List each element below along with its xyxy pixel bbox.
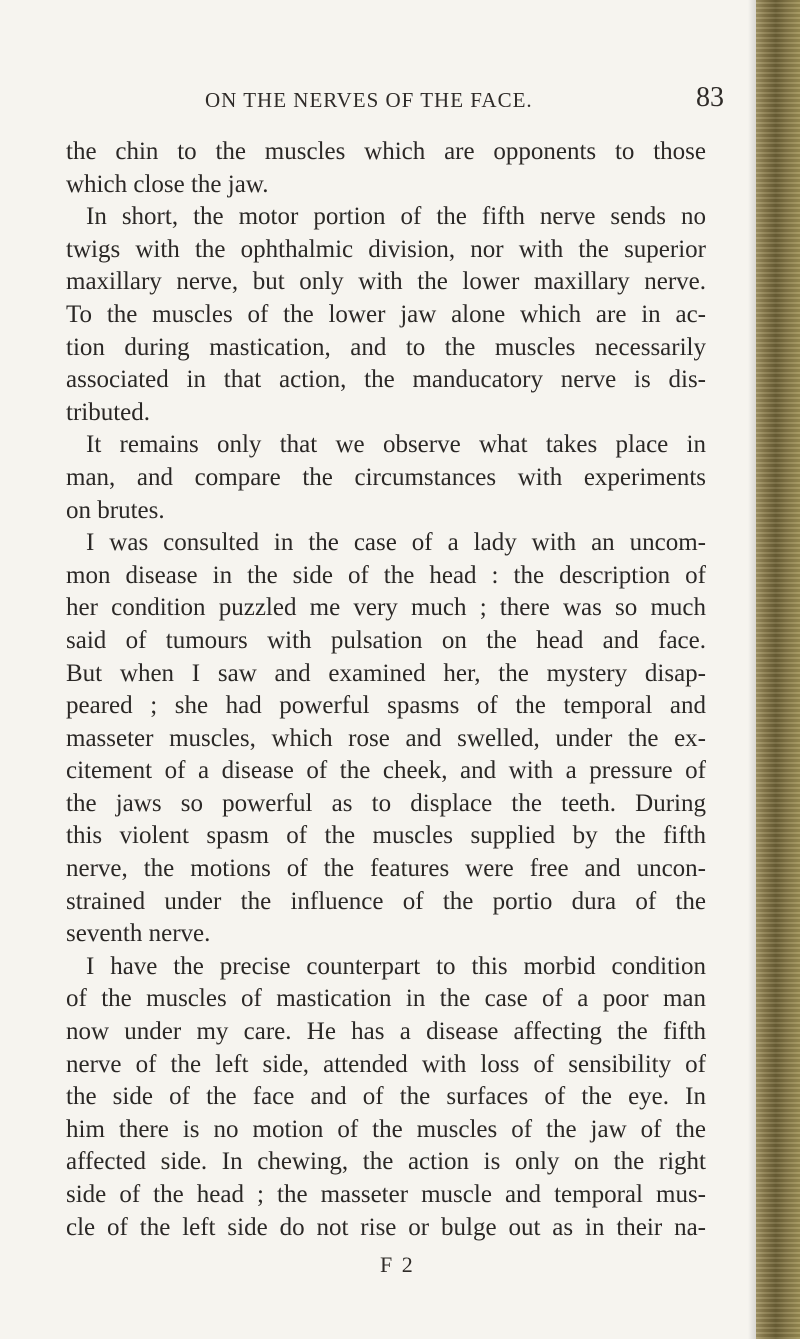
text-line: side of the head ; the masseter muscle and temporal mus- [66,1181,706,1208]
text-line: this violent spasm of the muscles supplied by the fifth [66,822,706,850]
text-line: the side of the face and of the surfaces of the eye. In [66,1083,706,1111]
text-line: strained under the influence of the portio dura of the [66,887,706,915]
text-line: affected side. In chewing, the action is only on the right [66,1148,706,1176]
body-text [66,136,706,1244]
gutter-shadow [748,0,756,1339]
text-line: I was consulted in the case of a lady with an uncom- [86,529,706,557]
text-line: the jaws so powerful as to displace the teeth. During [66,789,706,817]
text-line: maxillary nerve, but only with the lower maxillary nerve. [66,268,706,296]
text-line: nerve, the motions of the features were free and uncon- [66,855,706,883]
text-line: peared ; she had powerful spasms of the temporal and [66,692,706,720]
text-line: now under my care. He has a disease affecting the fifth [66,1018,706,1046]
text-line: which close the jaw. [66,170,269,198]
text-line: cle of the left side do not rise or bulge out as in their na- [66,1213,706,1241]
text-line: tion during mastication, and to the muscles necessarily [66,333,706,361]
text-line: said of tumours with pulsation on the head and face. [66,626,706,654]
page-edge [756,0,800,1339]
text-line: To the muscles of the lower jaw alone which are in ac- [66,300,706,328]
text-line: masseter muscles, which rose and swelled, under the ex- [66,724,706,752]
text-line: seventh nerve. [66,920,211,948]
text-line: mon disease in the side of the head : the description of [66,561,706,589]
text-line: In short, the motor portion of the fifth nerve sends no [86,203,706,231]
text-line: associated in that action, the manducatory nerve is dis- [66,366,706,394]
text-line: twigs with the ophthalmic division, nor with the superior [66,235,706,263]
text-line: man, and compare the circumstances with experiments [66,463,706,491]
text-line: of the muscles of mastication in the case of a poor man [66,985,706,1013]
text-line: her condition puzzled me very much ; there was so much [66,594,706,622]
text-line: citement of a disease of the cheek, and with a pressure of [66,757,706,785]
text-line: It remains only that we observe what takes place in [86,431,706,459]
text-line: But when I saw and examined her, the mystery disap- [66,659,706,687]
text-line: the chin to the muscles which are opponents to those [66,138,706,165]
running-head: ON THE NERVES OF THE FACE. [205,88,533,112]
text-line: tributed. [66,398,151,426]
text-line: him there is no motion of the muscles of the jaw of the [66,1115,706,1143]
text-line: on brutes. [66,496,165,524]
page-number: 83 [696,82,724,113]
text-line: nerve of the left side, attended with loss of sensibility of [66,1050,706,1078]
signature-mark: F 2 [380,1252,415,1277]
text-line: I have the precise counterpart to this morbid condition [86,952,706,980]
